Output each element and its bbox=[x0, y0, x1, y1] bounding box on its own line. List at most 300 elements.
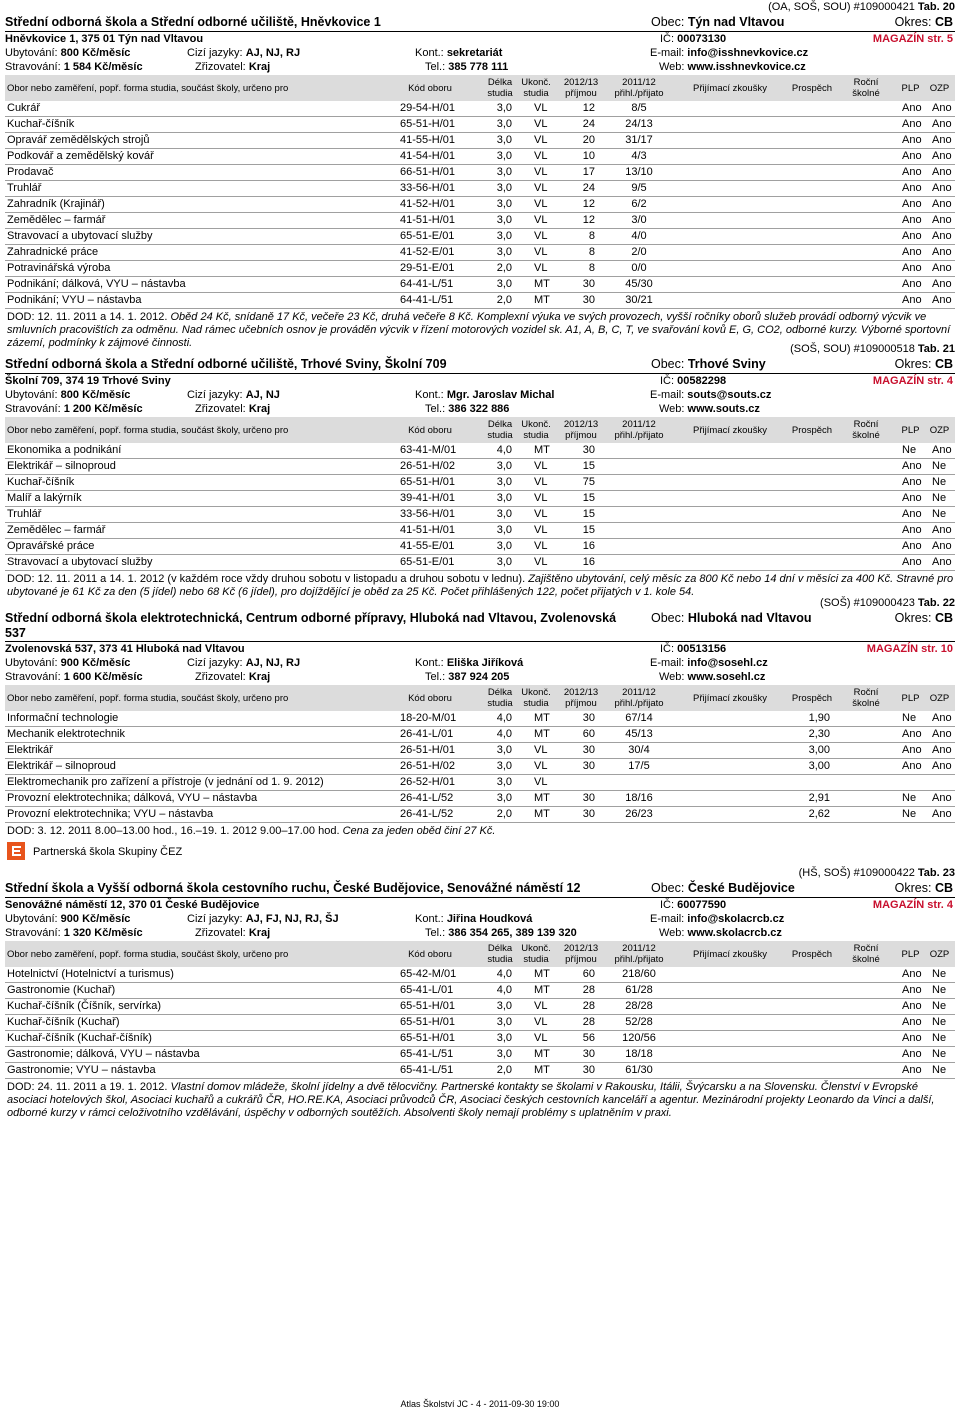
study-length: 2,0 bbox=[496, 294, 512, 306]
study-length: 3,0 bbox=[496, 792, 512, 804]
table-header bbox=[5, 941, 955, 967]
founder-value: Kraj bbox=[248, 671, 271, 683]
address-row bbox=[5, 374, 955, 388]
plp-flag: Ano bbox=[902, 198, 922, 210]
web-link[interactable] bbox=[659, 670, 765, 684]
phone bbox=[425, 60, 508, 74]
school-description: Oběd 24 Kč, snídaně 17 Kč, večeře 23 Kč, druhá večeře 8 Kč. Komplexní výuka ve svých provozech, vyšší ročníky oborů služeb provádí odborný výcvik ve smluvních pracovištích za odměnu. Nad rámec učebních osnov je prováděn výcvik v řízení motorových vozidel sk. A1, A, B, C, T, ve svařování kovů E, G, CO2, odborné kurzy. Výborné sportovní zázemí, podmínky k zájmové činnosti. bbox=[7, 311, 951, 349]
school-name-row bbox=[5, 609, 955, 642]
field-code: 29-51-E/01 bbox=[400, 262, 455, 274]
ozp-flag: Ne bbox=[932, 508, 947, 520]
header-fee-2: školné bbox=[852, 698, 880, 709]
study-completion: MT bbox=[534, 278, 550, 290]
header-field: Obor nebo zaměření, popř. forma studia, součást školy, určeno pro bbox=[7, 425, 289, 436]
applicants-admitted: 17/5 bbox=[628, 760, 650, 772]
grade-requirement: 2,91 bbox=[808, 792, 830, 804]
school-name-row bbox=[5, 13, 955, 32]
table-row bbox=[5, 491, 955, 507]
contact-value: sekretariát bbox=[446, 47, 503, 59]
contact-label: Kont.: bbox=[415, 913, 444, 925]
grade-requirement: 3,00 bbox=[808, 744, 830, 756]
phone-value: 385 778 111 bbox=[448, 61, 509, 73]
table-row bbox=[5, 523, 955, 539]
founder-value: Kraj bbox=[248, 61, 271, 73]
table-row bbox=[5, 261, 955, 277]
web-link-value[interactable]: www.skolacrcb.cz bbox=[687, 927, 782, 939]
school-name-row bbox=[5, 355, 955, 374]
admission-capacity: 24 bbox=[582, 118, 595, 130]
accommodation-row bbox=[5, 912, 955, 926]
study-length: 4,0 bbox=[496, 712, 512, 724]
applicants-admitted: 45/13 bbox=[625, 728, 653, 740]
email-link[interactable] bbox=[650, 912, 784, 926]
ozp-flag: Ne bbox=[932, 476, 947, 488]
header-completion-1: Ukonč. bbox=[521, 419, 551, 430]
municipality-value: Trhové Sviny bbox=[687, 357, 766, 371]
header-completion-2: studia bbox=[523, 88, 549, 99]
study-completion: MT bbox=[534, 792, 550, 804]
plp-flag: Ano bbox=[902, 760, 922, 772]
founder bbox=[195, 926, 270, 940]
applicants-admitted: 9/5 bbox=[631, 182, 647, 194]
catering-label: Stravování: bbox=[5, 61, 61, 73]
table-row bbox=[5, 1047, 955, 1063]
plp-flag: Ano bbox=[902, 294, 922, 306]
tab-label: Tab. bbox=[917, 343, 940, 355]
admission-capacity: 56 bbox=[582, 1032, 595, 1044]
plp-flag: Ano bbox=[902, 508, 922, 520]
ozp-flag: Ne bbox=[932, 460, 947, 472]
school-type-id: (SOŠ, SOU) #109000518 bbox=[790, 343, 915, 355]
header-applicants-2: přihl./přijato bbox=[614, 430, 664, 441]
tab-reference bbox=[5, 596, 955, 609]
study-completion: VL bbox=[534, 524, 548, 536]
plp-flag: Ano bbox=[902, 278, 922, 290]
field-name: Cukrář bbox=[7, 102, 41, 114]
web-link-value[interactable]: www.isshnevkovice.cz bbox=[687, 61, 806, 73]
field-name: Kuchař-číšník bbox=[7, 476, 75, 488]
ozp-flag: Ne bbox=[932, 984, 947, 996]
plp-flag: Ne bbox=[902, 808, 917, 820]
languages-label: Cizí jazyky: bbox=[187, 389, 243, 401]
magazine-page bbox=[867, 642, 953, 656]
field-code: 41-52-E/01 bbox=[400, 246, 455, 258]
study-completion: MT bbox=[534, 1064, 550, 1076]
email-link-label: E-mail: bbox=[650, 389, 685, 401]
email-link-value[interactable]: souts@souts.cz bbox=[687, 389, 772, 401]
header-fee-1: Roční bbox=[853, 77, 879, 88]
field-name: Gastronomie; VYU – nástavba bbox=[7, 1064, 156, 1076]
applicants-admitted: 67/14 bbox=[625, 712, 653, 724]
admission-capacity: 15 bbox=[582, 508, 595, 520]
field-name: Kuchař-číšník (Kuchař-číšník) bbox=[7, 1032, 152, 1044]
study-length: 3,0 bbox=[496, 166, 512, 178]
header-field: Obor nebo zaměření, popř. forma studia, součást školy, určeno pro bbox=[7, 949, 289, 960]
district-label: Okres: bbox=[894, 15, 932, 29]
study-length: 3,0 bbox=[496, 230, 512, 242]
table-row bbox=[5, 1015, 955, 1031]
email-link-label: E-mail: bbox=[650, 913, 685, 925]
plp-flag: Ano bbox=[902, 118, 922, 130]
plp-flag: Ano bbox=[902, 1032, 922, 1044]
field-code: 41-54-H/01 bbox=[400, 150, 456, 162]
admission-capacity: 15 bbox=[582, 524, 595, 536]
table-row bbox=[5, 443, 955, 459]
header-length-1: Délka bbox=[487, 77, 513, 88]
admission-capacity: 12 bbox=[582, 214, 595, 226]
header-code: Kód oboru bbox=[408, 949, 452, 960]
field-code: 63-41-M/01 bbox=[400, 444, 457, 456]
header-ozp: OZP bbox=[929, 425, 950, 436]
table-row bbox=[5, 807, 955, 823]
plp-flag: Ano bbox=[902, 182, 922, 194]
study-length: 3,0 bbox=[496, 134, 512, 146]
header-exams: Přijímací zkoušky bbox=[693, 693, 767, 704]
plp-flag: Ano bbox=[902, 524, 922, 536]
web-link-label: Web: bbox=[659, 403, 685, 415]
contact bbox=[415, 46, 502, 60]
study-completion: VL bbox=[534, 134, 548, 146]
table-row bbox=[5, 459, 955, 475]
school-description: Zajištěno ubytování, celý měsíc za 800 Kč nebo 14 dní v měsíci za 400 Kč. Stravné pro ubytované je 61 Kč za den (5 jídel) nebo 68 Kč (6 jídel), pro dojíždějící je oběd za 25 Kč. Počet přihlášených 122, počet přijatých v 1. kole 54. bbox=[7, 573, 954, 598]
phone-label: Tel.: bbox=[425, 927, 446, 939]
field-name: Podkovář a zemědělský kovář bbox=[7, 150, 154, 162]
catering bbox=[5, 926, 143, 940]
admission-capacity: 60 bbox=[582, 728, 595, 740]
accommodation bbox=[5, 46, 130, 60]
email-link[interactable] bbox=[650, 656, 768, 670]
applicants-admitted: 13/10 bbox=[625, 166, 653, 178]
field-code: 26-52-H/01 bbox=[400, 776, 456, 788]
ozp-flag: Ano bbox=[932, 444, 952, 456]
cez-logo-icon bbox=[7, 842, 25, 860]
study-length: 2,0 bbox=[496, 262, 512, 274]
languages bbox=[187, 912, 339, 926]
catering-value: 1 320 Kč/měsíc bbox=[63, 927, 143, 939]
open-day-dates: DOD: 12. 11. 2011 a 14. 1. 2012 (v každém roce vždy druhou sobotu v listopadu a druhou sobotu v lednu). bbox=[7, 573, 526, 585]
company-id bbox=[660, 642, 726, 656]
ic-label: IČ: bbox=[660, 643, 675, 655]
table-row bbox=[5, 229, 955, 245]
accommodation-row bbox=[5, 656, 955, 670]
admission-capacity: 28 bbox=[582, 1000, 595, 1012]
field-name: Truhlář bbox=[7, 508, 42, 520]
applicants-admitted: 120/56 bbox=[622, 1032, 656, 1044]
applicants-admitted: 2/0 bbox=[631, 246, 647, 258]
field-code: 26-41-L/01 bbox=[400, 728, 454, 740]
table-header bbox=[5, 685, 955, 711]
study-length: 4,0 bbox=[496, 444, 512, 456]
founder-label: Zřizovatel: bbox=[195, 403, 246, 415]
open-day-dates: DOD: 3. 12. 2011 8.00–13.00 hod., 16.–19. 1. 2012 9.00–17.00 hod. bbox=[7, 825, 340, 837]
study-completion: VL bbox=[534, 508, 548, 520]
contact-label: Kont.: bbox=[415, 657, 444, 669]
district bbox=[895, 611, 953, 625]
header-ozp: OZP bbox=[929, 693, 950, 704]
email-link[interactable] bbox=[650, 388, 771, 402]
header-applicants-2: přihl./přijato bbox=[614, 698, 664, 709]
municipality-value: Týn nad Vltavou bbox=[687, 15, 785, 29]
header-grades: Prospěch bbox=[791, 83, 833, 94]
catering-value: 1 200 Kč/měsíc bbox=[63, 403, 143, 415]
field-name: Zahradnické práce bbox=[7, 246, 99, 258]
ozp-flag: Ano bbox=[932, 214, 952, 226]
table-row bbox=[5, 1063, 955, 1079]
table-row bbox=[5, 197, 955, 213]
field-name: Podnikání; dálková, VYU – nástavba bbox=[7, 278, 186, 290]
district-label: Okres: bbox=[894, 611, 932, 625]
table-row bbox=[5, 775, 955, 791]
company-id bbox=[660, 32, 726, 46]
field-code: 65-41-L/51 bbox=[400, 1064, 454, 1076]
table-row bbox=[5, 743, 955, 759]
study-completion: VL bbox=[534, 262, 548, 274]
header-plp: PLP bbox=[901, 693, 920, 704]
header-fee-2: školné bbox=[852, 430, 880, 441]
applicants-admitted: 0/0 bbox=[631, 262, 647, 274]
web-link-value[interactable]: www.sosehl.cz bbox=[687, 671, 766, 683]
municipality-value: Hluboká nad Vltavou bbox=[687, 611, 812, 625]
ozp-flag: Ano bbox=[932, 182, 952, 194]
phone-value: 386 354 265, 389 139 320 bbox=[448, 927, 577, 939]
study-length: 3,0 bbox=[496, 776, 512, 788]
municipality-value: České Budějovice bbox=[687, 881, 795, 895]
email-link-value[interactable]: info@sosehl.cz bbox=[687, 657, 768, 669]
study-length: 3,0 bbox=[496, 492, 512, 504]
email-link-label: E-mail: bbox=[650, 657, 685, 669]
field-name: Kuchař-číšník bbox=[7, 118, 75, 130]
ozp-flag: Ano bbox=[932, 150, 952, 162]
table-row bbox=[5, 983, 955, 999]
admission-capacity: 15 bbox=[582, 492, 595, 504]
field-name: Truhlář bbox=[7, 182, 42, 194]
plp-flag: Ano bbox=[902, 214, 922, 226]
catering-row bbox=[5, 926, 955, 940]
address: Zvolenovská 537, 373 41 Hluboká nad Vltavou bbox=[5, 643, 245, 655]
plp-flag: Ano bbox=[902, 968, 922, 980]
study-completion: VL bbox=[534, 246, 548, 258]
plp-flag: Ano bbox=[902, 728, 922, 740]
tab-label: Tab. bbox=[917, 1, 940, 13]
web-link[interactable] bbox=[659, 60, 806, 74]
study-completion: VL bbox=[534, 1000, 548, 1012]
catering-row bbox=[5, 402, 955, 416]
tab-label: Tab. bbox=[917, 867, 940, 879]
partner-badge bbox=[5, 841, 955, 863]
catering-value: 1 584 Kč/měsíc bbox=[63, 61, 143, 73]
field-name: Elektrikář – silnoproud bbox=[7, 460, 116, 472]
table-row bbox=[5, 727, 955, 743]
admission-capacity: 30 bbox=[582, 294, 595, 306]
field-code: 65-51-H/01 bbox=[400, 1032, 456, 1044]
field-name: Zahradník (Krajinář) bbox=[7, 198, 105, 210]
plp-flag: Ano bbox=[902, 246, 922, 258]
founder bbox=[195, 60, 270, 74]
plp-flag: Ne bbox=[902, 444, 917, 456]
magazine-label: MAGAZÍN str. bbox=[866, 643, 938, 655]
admission-capacity: 30 bbox=[582, 744, 595, 756]
ic-label: IČ: bbox=[660, 899, 675, 911]
web-link-value[interactable]: www.souts.cz bbox=[687, 403, 760, 415]
header-applicants-1: 2011/12 bbox=[622, 687, 656, 698]
languages-value: AJ, NJ, RJ bbox=[245, 657, 301, 669]
study-length: 3,0 bbox=[496, 1032, 512, 1044]
study-completion: VL bbox=[534, 214, 548, 226]
address: Hněvkovice 1, 375 01 Týn nad Vltavou bbox=[5, 33, 204, 45]
applicants-admitted: 30/21 bbox=[625, 294, 653, 306]
accommodation-value: 900 Kč/měsíc bbox=[60, 913, 131, 925]
header-completion-1: Ukonč. bbox=[521, 77, 551, 88]
field-code: 41-52-H/01 bbox=[400, 198, 456, 210]
field-name: Ekonomika a podnikání bbox=[7, 444, 122, 456]
study-completion: VL bbox=[534, 198, 548, 210]
ozp-flag: Ano bbox=[932, 792, 952, 804]
tab-reference bbox=[5, 0, 955, 13]
header-capacity-1: 2012/13 bbox=[563, 419, 599, 430]
web-link-label: Web: bbox=[659, 927, 685, 939]
field-code: 65-41-L/51 bbox=[400, 1048, 454, 1060]
ozp-flag: Ano bbox=[932, 744, 952, 756]
applicants-admitted: 6/2 bbox=[631, 198, 647, 210]
field-name: Gastronomie (Kuchař) bbox=[7, 984, 116, 996]
field-code: 65-51-E/01 bbox=[400, 556, 455, 568]
study-completion: MT bbox=[534, 728, 550, 740]
table-row bbox=[5, 539, 955, 555]
open-day-note bbox=[5, 1079, 955, 1120]
study-length: 3,0 bbox=[496, 1016, 512, 1028]
table-row bbox=[5, 101, 955, 117]
accommodation bbox=[5, 656, 130, 670]
languages bbox=[187, 656, 300, 670]
admission-capacity: 30 bbox=[582, 760, 595, 772]
school-type-id: (SOŠ) #109000423 bbox=[820, 597, 915, 609]
school-name: Střední odborná škola elektrotechnická, Centrum odborné přípravy, Hluboká nad Vltavou, Zvolenovská 537 bbox=[5, 611, 617, 640]
header-applicants-1: 2011/12 bbox=[622, 77, 656, 88]
study-completion: VL bbox=[534, 118, 548, 130]
admission-capacity: 16 bbox=[582, 556, 595, 568]
ozp-flag: Ano bbox=[932, 540, 952, 552]
grade-requirement: 2,30 bbox=[808, 728, 830, 740]
municipality-label: Obec: bbox=[651, 357, 685, 371]
applicants-admitted: 24/13 bbox=[625, 118, 653, 130]
plp-flag: Ano bbox=[902, 1000, 922, 1012]
tab-label: Tab. bbox=[917, 597, 940, 609]
study-completion: VL bbox=[534, 744, 548, 756]
languages bbox=[187, 388, 280, 402]
plp-flag: Ano bbox=[902, 556, 922, 568]
company-id bbox=[660, 374, 726, 388]
web-link[interactable] bbox=[659, 926, 782, 940]
magazine-page bbox=[873, 32, 953, 46]
contact bbox=[415, 388, 554, 402]
ozp-flag: Ano bbox=[932, 230, 952, 242]
field-name: Stravovací a ubytovací služby bbox=[7, 230, 153, 242]
ozp-flag: Ne bbox=[932, 1048, 947, 1060]
founder-label: Zřizovatel: bbox=[195, 671, 246, 683]
accommodation bbox=[5, 388, 130, 402]
ic-label: IČ: bbox=[660, 375, 675, 387]
table-header bbox=[5, 417, 955, 443]
email-link-value[interactable]: info@skolacrcb.cz bbox=[687, 913, 785, 925]
admission-capacity: 30 bbox=[582, 444, 595, 456]
study-completion: VL bbox=[534, 102, 548, 114]
tab-number: 20 bbox=[942, 1, 955, 13]
field-code: 39-41-H/01 bbox=[400, 492, 456, 504]
table-row bbox=[5, 117, 955, 133]
magazine-number: 4 bbox=[946, 375, 953, 387]
plp-flag: Ano bbox=[902, 150, 922, 162]
study-completion: VL bbox=[534, 776, 548, 788]
header-exams: Přijímací zkoušky bbox=[693, 425, 767, 436]
catering bbox=[5, 402, 143, 416]
admission-capacity: 30 bbox=[582, 792, 595, 804]
admission-capacity: 10 bbox=[582, 150, 595, 162]
admission-capacity: 60 bbox=[582, 968, 595, 980]
field-name: Mechanik elektrotechnik bbox=[7, 728, 126, 740]
field-code: 41-51-H/01 bbox=[400, 524, 456, 536]
header-length-1: Délka bbox=[487, 419, 513, 430]
admission-capacity: 30 bbox=[582, 1048, 595, 1060]
ozp-flag: Ano bbox=[932, 102, 952, 114]
accommodation-value: 900 Kč/měsíc bbox=[60, 657, 131, 669]
header-length-2: studia bbox=[487, 698, 513, 709]
district-value: CB bbox=[934, 611, 953, 625]
email-link-value[interactable]: info@isshnevkovice.cz bbox=[687, 47, 809, 59]
applicants-admitted: 26/23 bbox=[625, 808, 653, 820]
plp-flag: Ano bbox=[902, 744, 922, 756]
study-completion: VL bbox=[534, 150, 548, 162]
contact bbox=[415, 656, 523, 670]
header-length-2: studia bbox=[487, 88, 513, 99]
tab-number: 23 bbox=[942, 867, 955, 879]
field-name: Prodavač bbox=[7, 166, 54, 178]
ozp-flag: Ano bbox=[932, 166, 952, 178]
ozp-flag: Ano bbox=[932, 246, 952, 258]
accommodation-value: 800 Kč/měsíc bbox=[60, 389, 131, 401]
founder-label: Zřizovatel: bbox=[195, 927, 246, 939]
study-length: 3,0 bbox=[496, 1000, 512, 1012]
web-link[interactable] bbox=[659, 402, 760, 416]
partner-text: Partnerská škola Skupiny ČEZ bbox=[33, 846, 183, 858]
field-name: Provozní elektrotechnika; dálková, VYU – nástavba bbox=[7, 792, 258, 804]
field-name: Elektrikář bbox=[7, 744, 53, 756]
phone-label: Tel.: bbox=[425, 671, 446, 683]
field-code: 18-20-M/01 bbox=[400, 712, 457, 724]
phone-value: 386 322 886 bbox=[448, 403, 510, 415]
field-code: 26-41-L/52 bbox=[400, 792, 454, 804]
founder bbox=[195, 402, 270, 416]
magazine-number: 5 bbox=[946, 33, 953, 45]
study-length: 2,0 bbox=[496, 808, 512, 820]
catering bbox=[5, 60, 143, 74]
study-completion: VL bbox=[534, 556, 548, 568]
study-completion: MT bbox=[534, 444, 550, 456]
header-applicants-1: 2011/12 bbox=[622, 943, 656, 954]
admission-capacity: 8 bbox=[588, 262, 595, 274]
admission-capacity: 12 bbox=[582, 102, 595, 114]
applicants-admitted: 3/0 bbox=[631, 214, 647, 226]
phone bbox=[425, 402, 509, 416]
header-capacity-1: 2012/13 bbox=[563, 943, 599, 954]
email-link[interactable] bbox=[650, 46, 808, 60]
plp-flag: Ne bbox=[902, 712, 917, 724]
ozp-flag: Ne bbox=[932, 968, 947, 980]
applicants-admitted: 8/5 bbox=[631, 102, 647, 114]
magazine-label: MAGAZÍN str. bbox=[872, 33, 944, 45]
ozp-flag: Ne bbox=[932, 492, 947, 504]
field-name: Zemědělec – farmář bbox=[7, 524, 106, 536]
study-completion: MT bbox=[534, 294, 550, 306]
